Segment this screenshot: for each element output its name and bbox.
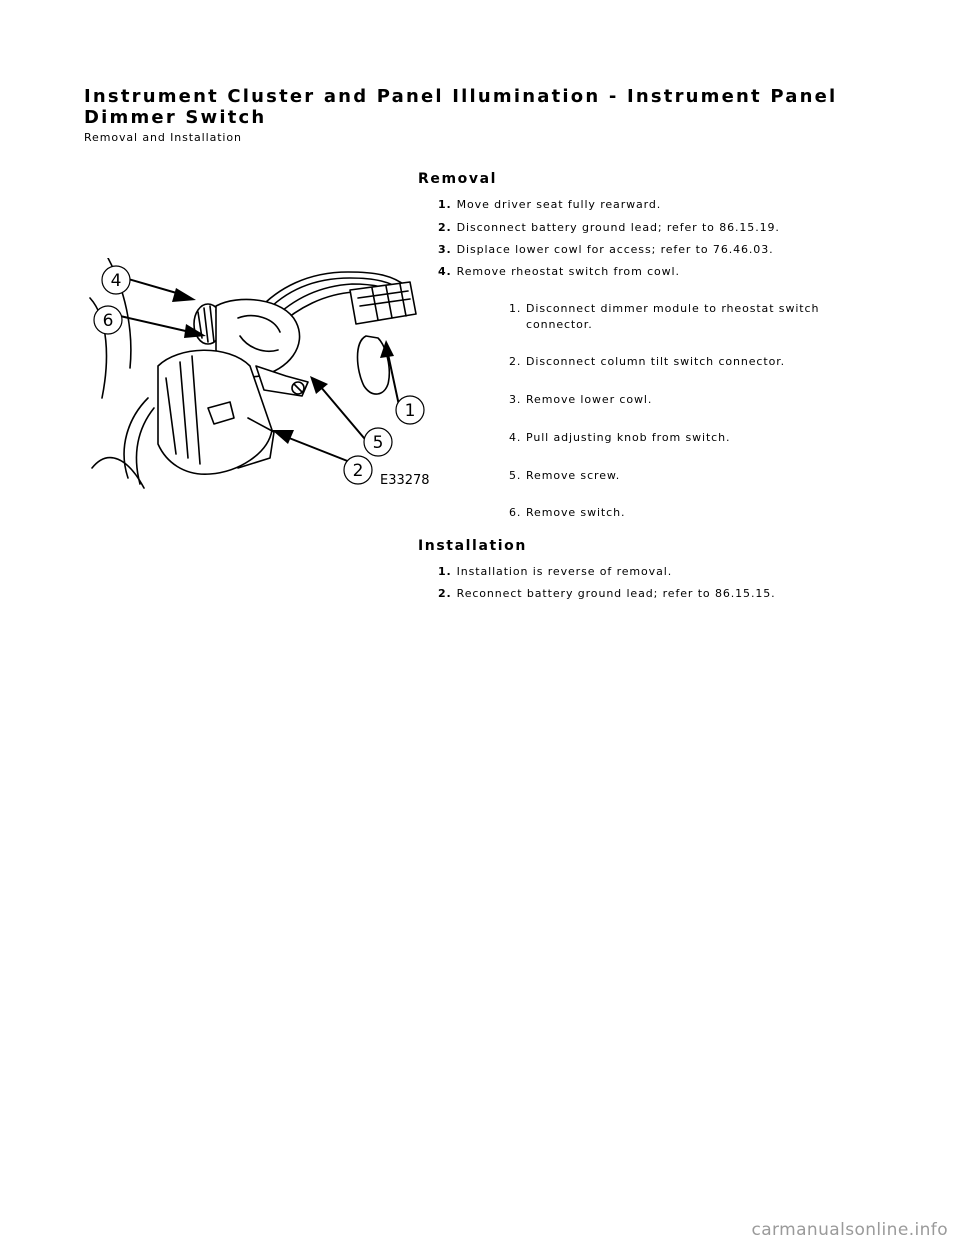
step-text: Reconnect battery ground lead; refer to 86.15.15. [456,587,776,600]
callout-label: 5 [372,433,384,453]
removal-substep-1 [509,301,839,333]
substep-number: 4. [509,431,522,444]
removal-substep-2 [509,354,839,370]
substep-number: 1. [509,302,522,315]
step-number: 2. [438,221,452,234]
step-text: Disconnect battery ground lead; refer to 86.15.19. [456,221,780,234]
removal-step-2 [438,221,780,234]
substep-text: Disconnect dimmer module to rheostat switch [526,302,820,315]
step-text: Move driver seat fully rearward. [456,198,662,211]
substep-number: 5. [509,469,522,482]
substep-text-continued: connector. [526,318,593,331]
installation-heading: Installation [418,538,527,554]
removal-step-1 [438,198,661,211]
illustration-linework [90,258,416,488]
removal-step-4 [438,265,680,278]
step-text: Displace lower cowl for access; refer to 76.46.03. [456,243,774,256]
substep-number: 2. [509,355,522,368]
callout-label: 2 [352,461,364,481]
substep-number: 3. [509,393,522,406]
step-number: 4. [438,265,452,278]
callout-label: 1 [404,401,416,421]
installation-step-2 [438,587,776,600]
removal-heading: Removal [418,171,498,187]
substep-text: Disconnect column tilt switch connector. [526,355,786,368]
removal-step-3 [438,243,774,256]
substep-number: 6. [509,506,522,519]
removal-substep-5 [509,468,839,484]
substep-text: Remove switch. [526,506,626,519]
step-text: Installation is reverse of removal. [456,565,673,578]
removal-substep-4 [509,430,839,446]
step-number: 2. [438,587,452,600]
removal-substep-3 [509,392,839,408]
page-subtitle: Removal and Installation [84,131,242,144]
step-number: 1. [438,565,452,578]
step-number: 3. [438,243,452,256]
substep-text: Remove screw. [526,469,621,482]
page-title: Instrument Cluster and Panel Illumination - Instrument Panel Dimmer Switch [84,86,838,128]
substep-text: Remove lower cowl. [526,393,653,406]
step-number: 1. [438,198,452,211]
dimmer-switch-illustration [88,258,438,490]
installation-step-1 [438,565,672,578]
substep-text: Pull adjusting knob from switch. [526,431,731,444]
watermark: carmanualsonline.info [751,1220,948,1240]
figure-code: E33278 [380,473,430,488]
step-text: Remove rheostat switch from cowl. [456,265,680,278]
callout-label: 6 [102,311,114,331]
callout-label: 4 [110,271,122,291]
removal-substep-6 [509,505,839,521]
